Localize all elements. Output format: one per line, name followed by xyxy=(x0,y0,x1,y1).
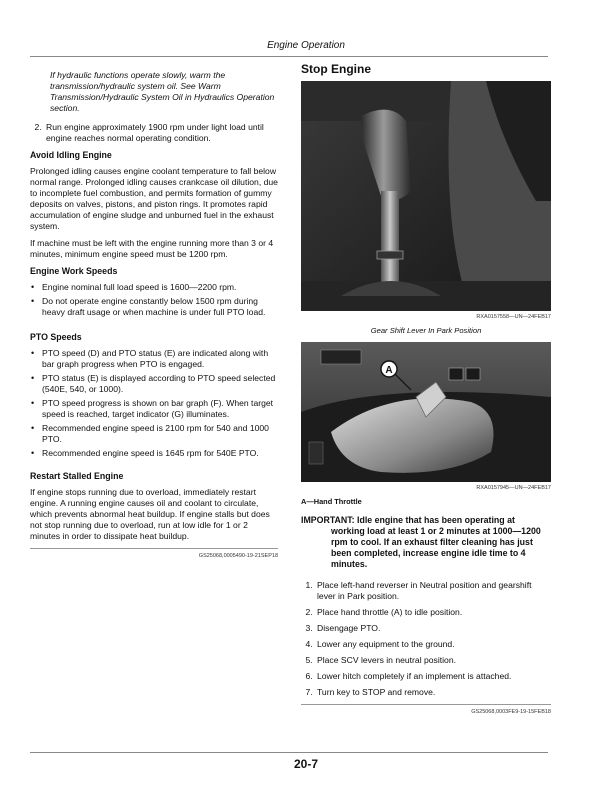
stop-engine-steps xyxy=(301,580,551,698)
work-speeds-list xyxy=(30,282,278,318)
warmup-steps xyxy=(30,122,278,144)
left-column xyxy=(30,70,278,562)
callout-a-label: A xyxy=(385,365,393,376)
footer-rule xyxy=(30,752,548,753)
important-text: Idle engine that has been operating at working load at least 1 or 2 minutes at 1000—1200 rpm to cool. If an exhaust filter cleaning has just been completed, increase engine idle time to 4 minutes. xyxy=(331,515,541,569)
pto-speeds-heading: PTO Speeds xyxy=(30,332,82,342)
stop-step: 5. Place SCV levers in neutral position. xyxy=(315,655,551,666)
avoid-idling-heading: Avoid Idling Engine xyxy=(30,150,112,160)
pto-speeds-list xyxy=(30,348,278,459)
pto-bullet: • Recommended engine speed is 1645 rpm for 540E PTO. xyxy=(30,448,278,459)
image-1-id: RXA0157558—UN—24FEB17 xyxy=(476,314,551,320)
section-header: Engine Operation xyxy=(267,40,345,51)
hand-throttle-photo xyxy=(301,342,551,482)
image-2-id: RXA0157945—UN—24FEB17 xyxy=(476,485,551,491)
restart-heading: Restart Stalled Engine xyxy=(30,471,124,481)
pto-bullet: • PTO status (E) is displayed according to PTO speed selected (540E, 540, or 1000). xyxy=(30,373,278,395)
step-2: 2. Run engine approximately 1900 rpm under light load until engine reaches normal operating condition. xyxy=(44,122,278,144)
stop-engine-heading: Stop Engine xyxy=(301,62,371,76)
right-reference-id: GS25068,0003FE9-19-15FEB18 xyxy=(301,704,551,718)
left-reference-id: GS25068,0005490-19-21SEP18 xyxy=(30,548,278,562)
stop-step: 3. Disengage PTO. xyxy=(315,623,551,634)
stop-step: 4. Lower any equipment to the ground. xyxy=(315,639,551,650)
gear-shift-lever-photo xyxy=(301,81,551,311)
page-number: 20-7 xyxy=(293,757,319,771)
stop-step: 2. Place hand throttle (A) to idle position. xyxy=(315,607,551,618)
hydraulic-note: If hydraulic functions operate slowly, warm the transmission/hydraulic system oil. See Warm Transmission/Hydraulic System Oil in Hydraulics Operation section. xyxy=(50,70,275,113)
image-2-legend: A—Hand Throttle xyxy=(301,497,362,506)
header-rule xyxy=(30,56,548,57)
important-notice xyxy=(301,515,551,570)
pto-bullet: • PTO speed progress is shown on bar graph (F). When target speed is reached, target indicator (G) illuminates. xyxy=(30,398,278,420)
image-1-caption: Gear Shift Lever In Park Position xyxy=(370,326,482,335)
work-speeds-heading: Engine Work Speeds xyxy=(30,266,118,276)
important-label: IMPORTANT: xyxy=(301,515,355,525)
work-speed-bullet: • Do not operate engine constantly below 1500 rpm during heavy draft usage or when machine is under full PTO load. xyxy=(30,296,278,318)
pto-bullet: • PTO speed (D) and PTO status (E) are indicated along with bar graph progress when PTO is engaged. xyxy=(30,348,278,370)
pto-bullet: • Recommended engine speed is 2100 rpm for 540 and 1000 PTO. xyxy=(30,423,278,445)
work-speed-bullet: • Engine nominal full load speed is 1600—2200 rpm. xyxy=(30,282,278,293)
right-column xyxy=(301,64,551,718)
avoid-idling-paragraph-1: Prolonged idling causes engine coolant temperature to fall below normal range. Prolonged idling causes crankcase oil dilution, due to incomplete fuel combustion, and permits formation of gummy deposits on valves, pistons, and piston rings. It promotes rapid accumulation of engine sludge and unburned fuel in the exhaust system. xyxy=(30,166,278,231)
restart-paragraph: If engine stops running due to overload, immediately restart engine. A running engine causes oil and coolant to circulate, which prevents abnormal heat buildup. If engine stalls but does not stop running due to overload, run at low idle for 1 or 2 minutes in order to dissipate heat buildup. xyxy=(30,487,270,541)
stop-step: 1. Place left-hand reverser in Neutral position and gearshift lever in Park position. xyxy=(315,580,551,602)
stop-step: 6. Lower hitch completely if an implement is attached. xyxy=(315,671,551,682)
avoid-idling-paragraph-2: If machine must be left with the engine running more than 3 or 4 minutes, minimum engine speed must be 1200 rpm. xyxy=(30,238,274,259)
stop-step: 7. Turn key to STOP and remove. xyxy=(315,687,551,698)
